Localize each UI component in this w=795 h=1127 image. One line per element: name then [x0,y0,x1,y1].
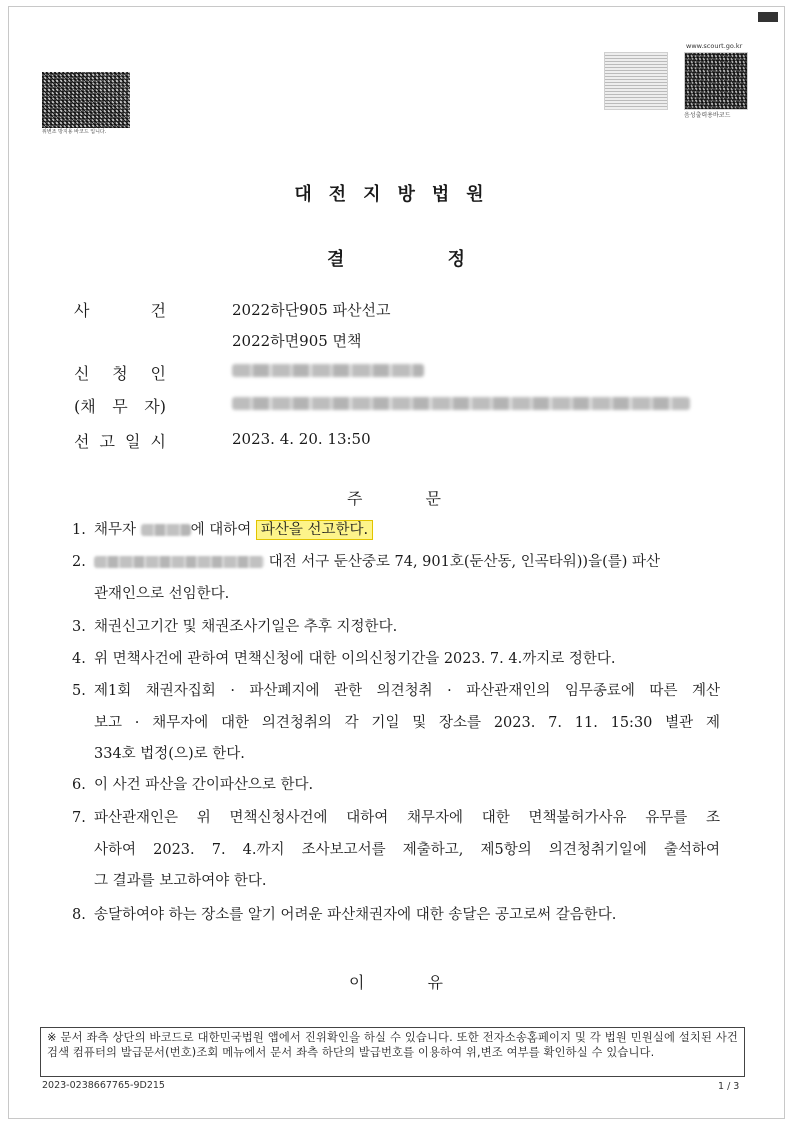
redacted-trustee-name [94,556,264,568]
document-type [327,245,465,271]
authenticity-barcode-caption: 위변조 방지용 바코드 입니다. [42,129,107,135]
order-section-title [347,486,441,509]
reason-section-title [349,970,443,993]
item-text: 사하여 2023. 7. 4.까지 조사보고서를 제출하고, 제5항의 의견청취기일에 출석하여 [94,841,720,858]
order-item-2 [72,547,720,610]
label-char: 자) [144,397,166,416]
title-char: 유 [427,973,443,992]
authenticity-barcode-image [42,72,130,128]
item-text: 제1회 채권자집회 · 파산폐지에 관한 의견청취 · 파산관재인의 임무종료에 따른 계산 [94,683,720,699]
item-text: 채권신고기간 및 채권조사기일은 추후 지정한다. [94,619,398,635]
label-char: 인 [150,364,166,383]
label-char: 일 [125,432,141,451]
title-char: 문 [425,489,441,508]
item-number: 4. [72,651,86,667]
item-number: 2. [72,554,86,570]
voice-barcode-caption: 음성출력용바코드 [684,112,731,119]
item-text: 이 사건 파산을 간이파산으로 한다. [94,777,314,793]
label-char: 건 [150,301,166,320]
item-number: 5. [72,683,86,699]
item-text: 그 결과를 보고하여야 한다. [94,873,267,889]
redacted-debtor-address [232,397,690,410]
verification-notice: ※ 문서 좌측 상단의 바코드로 대한민국법원 앱에서 진위확인을 하실 수 있습니다. 또한 전자소송홈페이지 및 각 법원 민원실에 설치된 사건검색 컴퓨터의 발급문서(번호)조회 메뉴에서 문서 좌측 하단의 발급번호를 이용하여 위,변조 여부를 확인하실 수 있습니다. [40,1027,745,1077]
label-char: 청 [112,364,128,383]
label-char: 고 [99,432,115,451]
doc-type-char: 정 [447,249,465,270]
redacted-applicant-name [232,364,424,377]
pronouncement-datetime: 2023. 4. 20. 13:50 [232,430,371,448]
applicant-label [74,361,166,384]
date-label [74,429,166,452]
item-number: 6. [72,777,86,793]
order-item-4 [72,644,720,676]
order-item-3 [72,612,720,644]
highlighted-text: 파산을 선고한다. [256,520,373,540]
title-char: 주 [347,489,363,508]
item-number: 7. [72,810,86,826]
item-number: 3. [72,619,86,635]
item-number: 8. [72,907,86,923]
order-item-7 [72,803,720,898]
page-corner-mark [758,12,778,22]
item-text: 관재인으로 선임한다. [94,585,230,602]
label-char: 신 [74,364,90,383]
case-number-2: 2022하면905 면책 [232,332,362,350]
page-number: 1 / 3 [718,1081,740,1092]
order-item-1 [72,515,720,547]
title-char: 이 [349,973,365,992]
item-text: 송달하여야 하는 장소를 알기 어려운 파산채권자에 대한 송달은 공고로써 갈음한다. [94,907,617,923]
voice-qr-image [684,52,748,110]
item-text: 파산관재인은 위 면책신청사건에 대하여 채무자에 대한 면책불허가사유 유무를 조 [94,810,720,826]
label-char: 무 [112,397,128,416]
label-char: (채 [74,397,96,416]
item-text: 보고 · 채무자에 대한 의견청취의 각 기일 및 장소를 2023. 7. 11. 15:30 별관 제 [94,714,720,731]
order-item-5 [72,676,720,771]
label-char: 사 [74,301,90,320]
item-text: 위 면책사건에 관하여 면책신청에 대한 이의신청기간을 2023. 7. 4.까지로 정한다. [94,651,616,667]
order-item-6 [72,770,720,802]
case-label [74,298,166,321]
item-text: 채무자 [94,522,141,538]
item-text: 에 대하여 [190,522,256,538]
voice-barcode-image [604,52,668,110]
order-item-8 [72,900,720,932]
label-char: 시 [150,432,166,451]
item-number: 1. [72,522,86,538]
issue-number: 2023-0238667765-9D215 [42,1080,165,1091]
debtor-label [74,394,166,417]
court-name: 대전지방법원 [294,184,501,205]
redacted-debtor-name [141,524,191,536]
case-number-1: 2022하단905 파산선고 [232,301,391,319]
doc-type-char: 결 [327,249,345,270]
item-text: 대전 서구 둔산중로 74, 901호(둔산동, 인곡타워))을(를) 파산 [264,554,661,570]
label-char: 선 [74,432,90,451]
court-site-url: www.scourt.go.kr [686,42,743,50]
item-text: 334호 법정(으)로 한다. [94,746,245,762]
